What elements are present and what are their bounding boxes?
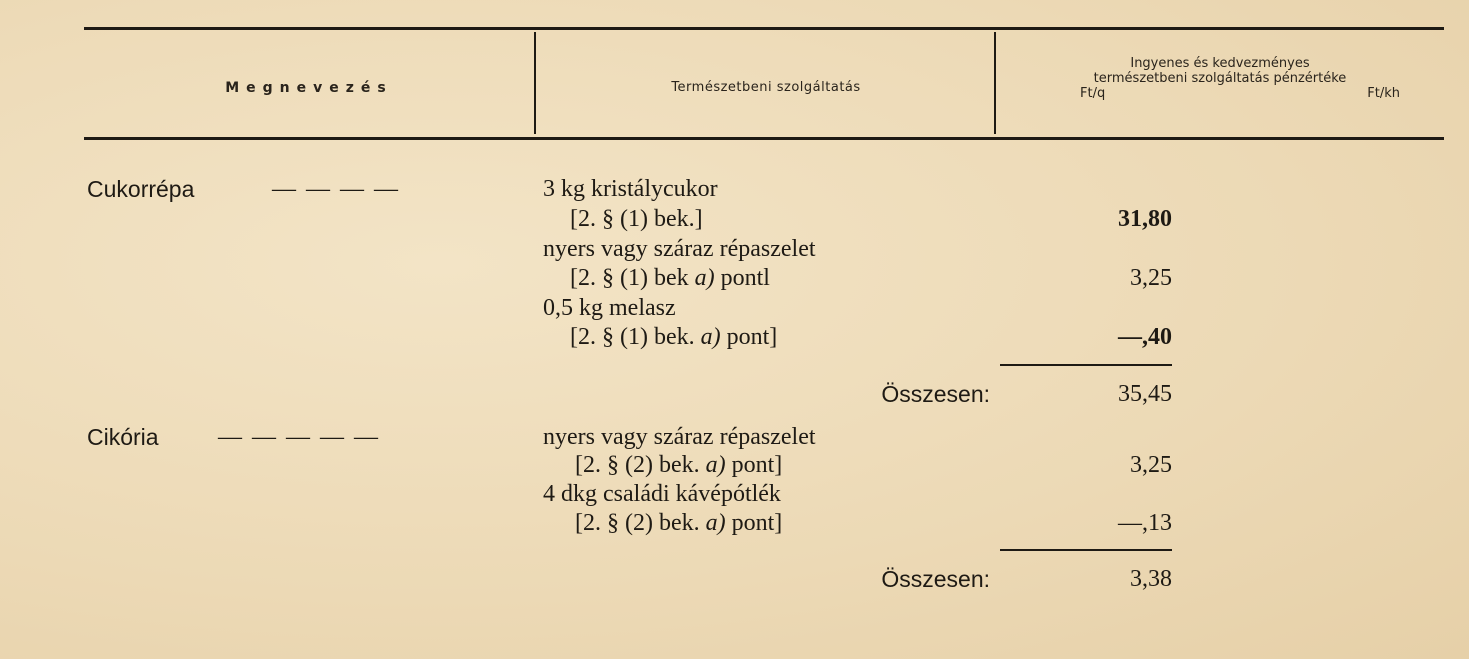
item-name: nyers vagy száraz répaszelet [543,236,816,262]
item-value: 3,25 [1130,265,1172,291]
item-ref: [2. § (1) bek.] [570,206,703,232]
item-name: 3 kg kristálycukor [543,176,718,202]
item-name: 0,5 kg melasz [543,295,676,321]
row-category: Cukorrépa [87,176,195,202]
item-value: 31,80 [1118,206,1172,232]
subtotal-rule [1000,549,1172,551]
header-units [1000,86,1440,101]
item-value: —,40 [1118,324,1172,350]
table-top-rule [84,27,1444,30]
item-ref: [2. § (1) bek a) pontl [570,265,770,291]
item-name: nyers vagy száraz répaszelet [543,424,816,450]
item-ref: [2. § (2) bek. a) pont] [575,510,783,536]
item-ref: [2. § (2) bek. a) pont] [575,452,783,478]
total-label: Összesen: [881,566,990,592]
header-unit-q: Ft/q [1080,86,1106,101]
header-value [1000,56,1440,101]
item-value: —,13 [1118,510,1172,536]
header-value-line2: természetbeni szolgáltatás pénzértéke [1093,71,1347,86]
header-unit-kh: Ft/kh [1367,86,1400,101]
row-dashes: — — — — — [218,424,380,450]
header-value-line1: Ingyenes és kedvezményes [1130,56,1310,71]
item-ref: [2. § (1) bek. a) pont] [570,324,778,350]
header-service: Természetbeni szolgáltatás [671,80,861,95]
row-dashes: — — — — [272,176,400,202]
total-label: Összesen: [881,381,990,407]
item-name: 4 dkg családi kávépótlék [543,481,781,507]
subtotal-rule [1000,364,1172,366]
total-value: 3,38 [1130,566,1172,592]
row-category: Cikória [87,424,159,450]
total-value: 35,45 [1118,381,1172,407]
header-name: Megnevezés [225,80,393,96]
table-header-rule [84,137,1444,140]
item-value: 3,25 [1130,452,1172,478]
